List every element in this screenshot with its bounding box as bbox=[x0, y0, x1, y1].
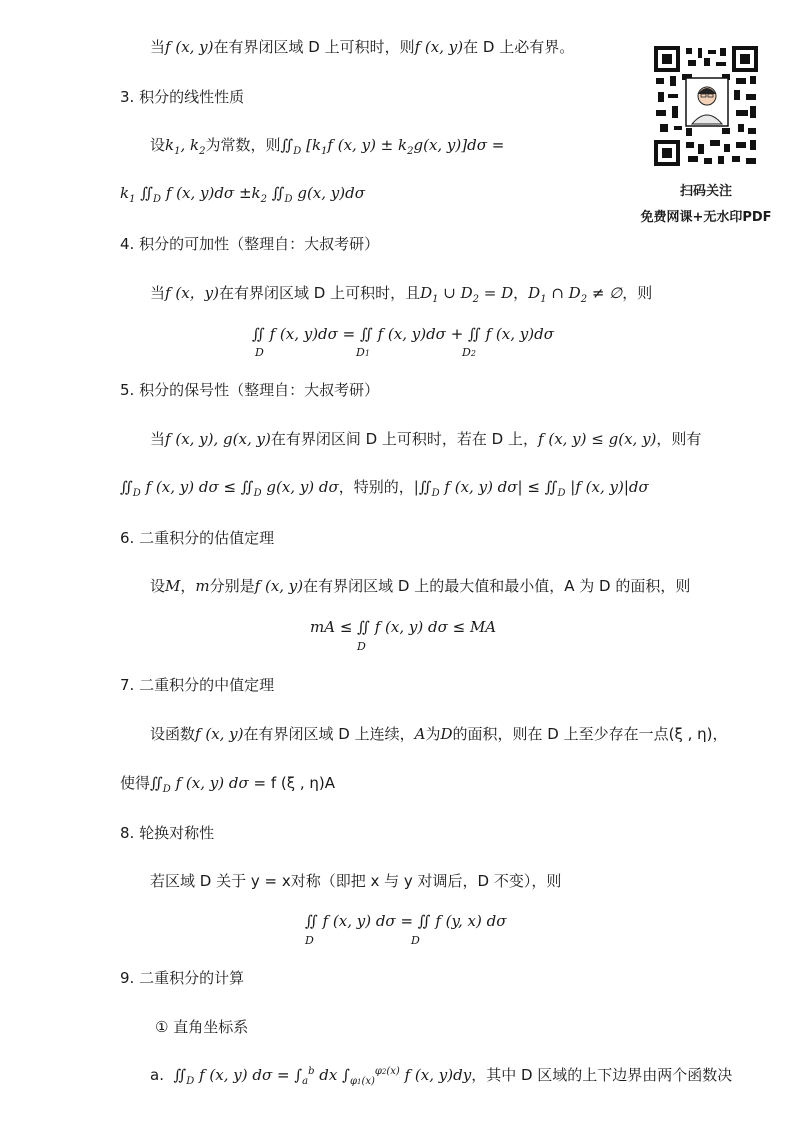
text: ，特别的， bbox=[338, 478, 414, 496]
sub-d1: D1 bbox=[356, 346, 370, 359]
text: 若区域 D 关于 bbox=[150, 872, 247, 890]
sub-d: D bbox=[255, 346, 264, 359]
text: a. bbox=[150, 1066, 164, 1084]
line-sign-1: 当f (x, y), g(x, y)在有界闭区间 D 上可积时，若在 D 上，f (x, y) ≤ g(x, y)，则有 bbox=[150, 430, 702, 448]
text: 为常数，则 bbox=[205, 136, 281, 154]
sub-d: D bbox=[305, 934, 314, 947]
text: = f (ξ , η)A bbox=[253, 774, 336, 792]
line-symmetry-1 bbox=[150, 872, 561, 890]
heading-linearity: 3. 积分的线性性质 bbox=[120, 88, 245, 106]
sub-d: D bbox=[411, 934, 420, 947]
qr-caption-follow: 扫码关注 bbox=[679, 184, 732, 199]
text: 设 bbox=[150, 577, 166, 595]
line-cartesian-a: a. $∬_D$ f (x, y) $d\sigma = \int_a^b$ dx $\int_{\varphi 1(x)}^{\varphi 2(x)}$ f (x, y)dy，其中 D 区域的上下边界由两个函数决 bbox=[150, 1066, 733, 1087]
formula-estimation: mA ≤ ∬ f (x, y) dσ ≤ MA bbox=[310, 618, 497, 636]
line-bounded: 当f (x, y)在有界闭区域 D 上可积时，则f (x, y)在 D 上必有界。 bbox=[150, 38, 575, 56]
sub-d: D bbox=[357, 640, 366, 653]
line-mean-1: 设函数f (x, y)在有界闭区域 D 上连续，A为D的面积，则在 D 上至少存在一点(ξ , η)， bbox=[150, 725, 728, 743]
sub-d2: D2 bbox=[462, 346, 476, 359]
formula-additivity: ∬ f (x, y)dσ = ∬ f (x, y)dσ + ∬ f (x, y)dσ bbox=[252, 325, 554, 343]
text: 在 D 上必有界。 bbox=[463, 38, 575, 56]
text: 当 bbox=[150, 38, 166, 56]
line-mean-2: 使得$∬_D$ f (x, y) dσ = f (ξ , η)A bbox=[120, 774, 336, 795]
line-additivity-1: 当f (x，y)在有界闭区域 D 上可积时，且$D_1$ ∪ $D_2 = D$，$D_1$ ∩ $D_2$ ≠ ∅，则 bbox=[150, 284, 653, 305]
heading-additivity: 4. 积分的可加性（整理自：大叔考研） bbox=[120, 235, 380, 253]
line-linearity-1: 设$k_1$, $k_2$为常数，则$∬_D$ [$k_1f$ (x, $y) \pm k_2g(x$, y)]dσ = bbox=[150, 136, 505, 157]
text: 在有界闭区域 D 上连续， bbox=[243, 725, 415, 743]
heading-mean-value: 7. 二重积分的中值定理 bbox=[120, 676, 275, 694]
qr-code-image bbox=[652, 44, 760, 168]
text: 对称（即把 x 与 y 对调后，D 不变），则 bbox=[290, 872, 562, 890]
text: 使得 bbox=[120, 774, 151, 792]
text: 的面积，则在 D 上至少存在一点(ξ , η)， bbox=[452, 725, 728, 743]
text: 设 bbox=[150, 136, 166, 154]
line-estimation-1: 设M，m分别是f (x, y)在有界闭区域 D 上的最大值和最小值，A 为 D 的面积，则 bbox=[150, 577, 691, 595]
line-cartesian: ① 直角坐标系 bbox=[155, 1018, 249, 1036]
text: 设函数 bbox=[150, 725, 196, 743]
qr-code bbox=[652, 44, 760, 168]
text: y = x bbox=[250, 872, 291, 890]
text: ，则 bbox=[622, 284, 653, 302]
text: 当 bbox=[150, 430, 166, 448]
line-sign-2: $∬_D$ f (x, y) $d\sigma \le ∬_D$ g(x, y) dσ，特别的，$|∬_D$ f (x, y) $d\sigma| \le ∬_D$ |f (x, y)|dσ bbox=[120, 478, 649, 499]
heading-sign-preserving: 5. 积分的保号性（整理自：大叔考研） bbox=[120, 381, 380, 399]
text: 在有界闭区域 D 上可积时，则 bbox=[213, 38, 415, 56]
text: 分别是 bbox=[209, 577, 255, 595]
heading-symmetry: 8. 轮换对称性 bbox=[120, 824, 215, 842]
text: ，其中 D 区域的上下边界由两个函数决 bbox=[471, 1066, 733, 1084]
qr-caption-free: 免费网课+无水印PDF bbox=[640, 210, 772, 225]
text: 在有界闭区域 D 上的最大值和最小值，A 为 D 的面积，则 bbox=[303, 577, 691, 595]
text: 在有界闭区域 D 上可积时，且 bbox=[218, 284, 421, 302]
text: 在有界闭区间 D 上可积时，若在 D 上， bbox=[270, 430, 539, 448]
text: 为 bbox=[425, 725, 441, 743]
formula-symmetry: ∬ f (x, y) dσ = ∬ f (y, x) dσ bbox=[305, 912, 507, 930]
line-linearity-2: $k_1$ $∬_D$ f (x, $y)d\sigma \pm k_2$ $∬_D$ g(x, y)dσ bbox=[120, 184, 365, 205]
heading-estimation: 6. 二重积分的估值定理 bbox=[120, 529, 275, 547]
text: ，则有 bbox=[656, 430, 702, 448]
text: 当 bbox=[150, 284, 166, 302]
heading-computation: 9. 二重积分的计算 bbox=[120, 969, 245, 987]
